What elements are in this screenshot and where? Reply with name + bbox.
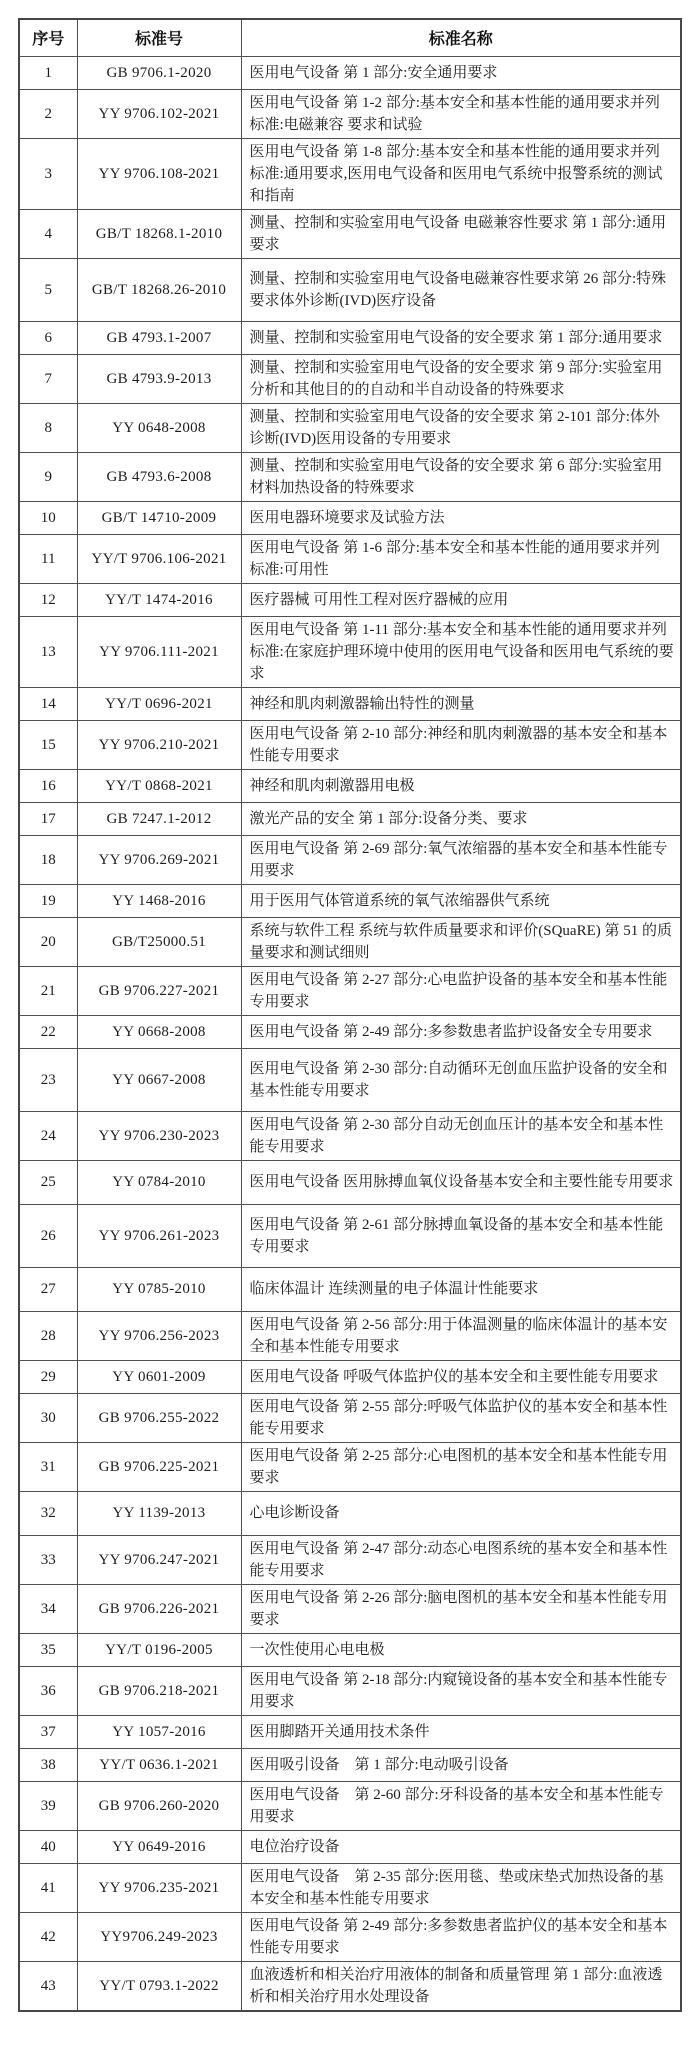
standard-code: YY 0785-2010: [77, 1267, 241, 1311]
row-index: 8: [19, 403, 77, 452]
standards-table-body: [19, 56, 681, 2011]
standard-code: GB 4793.6-2008: [77, 452, 241, 501]
standard-name: 医用电气设备 第 2-69 部分:氧气浓缩器的基本安全和基本性能专用要求: [241, 835, 681, 884]
row-index: 35: [19, 1633, 77, 1666]
standard-code: YY 9706.102-2021: [77, 89, 241, 138]
row-index: 41: [19, 1863, 77, 1912]
standard-code: YY9706.249-2023: [77, 1912, 241, 1961]
row-index: 18: [19, 835, 77, 884]
row-index: 34: [19, 1584, 77, 1633]
standard-name: 医用电气设备 第 2-18 部分:内窥镜设备的基本安全和基本性能专用要求: [241, 1666, 681, 1715]
standard-name: 医用吸引设备 第 1 部分:电动吸引设备: [241, 1748, 681, 1781]
row-index: 11: [19, 534, 77, 583]
row-index: 15: [19, 720, 77, 769]
row-index: 32: [19, 1491, 77, 1535]
standard-code: GB/T25000.51: [77, 917, 241, 966]
table-row: [19, 884, 681, 917]
standard-code: YY 0668-2008: [77, 1015, 241, 1048]
standard-code: YY 0648-2008: [77, 403, 241, 452]
table-row: [19, 534, 681, 583]
table-row: [19, 1863, 681, 1912]
table-row: [19, 583, 681, 616]
standard-name: 医用电气设备 医用脉搏血氧仪设备基本安全和主要性能专用要求: [241, 1160, 681, 1204]
standard-name: 测量、控制和实验室用电气设备的安全要求 第 9 部分:实验室用分析和其他目的的自动和半自动设备的特殊要求: [241, 354, 681, 403]
standard-code: YY 9706.261-2023: [77, 1204, 241, 1267]
standard-code: YY 0649-2016: [77, 1830, 241, 1863]
table-row: [19, 258, 681, 321]
standard-code: GB 9706.255-2022: [77, 1393, 241, 1442]
standard-code: YY/T 0636.1-2021: [77, 1748, 241, 1781]
standard-name: 医用电器环境要求及试验方法: [241, 501, 681, 534]
row-index: 31: [19, 1442, 77, 1491]
row-index: 37: [19, 1715, 77, 1748]
standard-code: GB 9706.260-2020: [77, 1781, 241, 1830]
standard-name: 医用电气设备 第 2-25 部分:心电图机的基本安全和基本性能专用要求: [241, 1442, 681, 1491]
table-row: [19, 1781, 681, 1830]
table-row: [19, 917, 681, 966]
standard-code: YY 1139-2013: [77, 1491, 241, 1535]
standard-name: 医用电气设备 第 2-56 部分:用于体温测量的临床体温计的基本安全和基本性能专用要求: [241, 1311, 681, 1360]
row-index: 30: [19, 1393, 77, 1442]
table-row: [19, 687, 681, 720]
table-row: [19, 1715, 681, 1748]
row-index: 27: [19, 1267, 77, 1311]
header-standard-code: 标准号: [77, 19, 241, 56]
table-row: [19, 1048, 681, 1111]
standard-name: 激光产品的安全 第 1 部分:设备分类、要求: [241, 802, 681, 835]
table-row: [19, 1491, 681, 1535]
row-index: 33: [19, 1535, 77, 1584]
standard-name: 神经和肌肉刺激器用电极: [241, 769, 681, 802]
standard-code: GB 9706.1-2020: [77, 56, 241, 89]
standard-name: 测量、控制和实验室用电气设备的安全要求 第 6 部分:实验室用材料加热设备的特殊要求: [241, 452, 681, 501]
table-row: [19, 1015, 681, 1048]
standard-code: YY 0601-2009: [77, 1360, 241, 1393]
table-row: [19, 1961, 681, 2011]
row-index: 23: [19, 1048, 77, 1111]
table-row: [19, 1393, 681, 1442]
standard-code: GB 4793.9-2013: [77, 354, 241, 403]
row-index: 24: [19, 1111, 77, 1160]
standard-code: YY/T 0196-2005: [77, 1633, 241, 1666]
standard-code: GB 9706.225-2021: [77, 1442, 241, 1491]
header-row: [19, 19, 681, 56]
row-index: 43: [19, 1961, 77, 2011]
standard-name: 医用电气设备 呼吸气体监护仪的基本安全和主要性能专用要求: [241, 1360, 681, 1393]
standard-code: GB 9706.227-2021: [77, 966, 241, 1015]
table-row: [19, 1535, 681, 1584]
standard-name: 医用电气设备 第 2-47 部分:动态心电图系统的基本安全和基本性能专用要求: [241, 1535, 681, 1584]
row-index: 16: [19, 769, 77, 802]
standard-code: YY 1057-2016: [77, 1715, 241, 1748]
standard-code: GB/T 14710-2009: [77, 501, 241, 534]
standard-name: 用于医用气体管道系统的氧气浓缩器供气系统: [241, 884, 681, 917]
standard-name: 血液透析和相关治疗用液体的制备和质量管理 第 1 部分:血液透析和相关治疗用水处理设备: [241, 1961, 681, 2011]
row-index: 25: [19, 1160, 77, 1204]
standard-name: 医用脚踏开关通用技术条件: [241, 1715, 681, 1748]
table-row: [19, 1111, 681, 1160]
standard-name: 医用电气设备 第 2-49 部分:多参数患者监护设备安全专用要求: [241, 1015, 681, 1048]
standard-code: YY 9706.247-2021: [77, 1535, 241, 1584]
table-row: [19, 966, 681, 1015]
standard-code: GB 9706.226-2021: [77, 1584, 241, 1633]
row-index: 14: [19, 687, 77, 720]
row-index: 12: [19, 583, 77, 616]
header-index: 序号: [19, 19, 77, 56]
standard-code: YY 1468-2016: [77, 884, 241, 917]
standard-code: YY/T 9706.106-2021: [77, 534, 241, 583]
table-row: [19, 1584, 681, 1633]
standard-name: 医用电气设备 第 2-55 部分:呼吸气体监护仪的基本安全和基本性能专用要求: [241, 1393, 681, 1442]
standard-name: 测量、控制和实验室用电气设备 电磁兼容性要求 第 1 部分:通用要求: [241, 209, 681, 258]
standard-name: 系统与软件工程 系统与软件质量要求和评价(SQuaRE) 第 51 的质量要求和测试细则: [241, 917, 681, 966]
standard-name: 医用电气设备 第 2-30 部分:自动循环无创血压监护设备的安全和基本性能专用要求: [241, 1048, 681, 1111]
table-row: [19, 1360, 681, 1393]
table-row: [19, 1442, 681, 1491]
standard-name: 测量、控制和实验室用电气设备电磁兼容性要求第 26 部分:特殊要求体外诊断(IVD)医疗设备: [241, 258, 681, 321]
table-row: [19, 835, 681, 884]
header-standard-name: 标准名称: [241, 19, 681, 56]
standard-code: YY/T 1474-2016: [77, 583, 241, 616]
row-index: 7: [19, 354, 77, 403]
table-row: [19, 209, 681, 258]
row-index: 20: [19, 917, 77, 966]
table-row: [19, 1748, 681, 1781]
table-row: [19, 1160, 681, 1204]
standard-code: YY 0667-2008: [77, 1048, 241, 1111]
standard-name: 医用电气设备 第 2-35 部分:医用毯、垫或床垫式加热设备的基本安全和基本性能专用要求: [241, 1863, 681, 1912]
row-index: 26: [19, 1204, 77, 1267]
standard-name: 医用电气设备 第 2-60 部分:牙科设备的基本安全和基本性能专用要求: [241, 1781, 681, 1830]
standard-code: YY/T 0793.1-2022: [77, 1961, 241, 2011]
row-index: 3: [19, 138, 77, 209]
table-row: [19, 1311, 681, 1360]
standard-name: 一次性使用心电电极: [241, 1633, 681, 1666]
row-index: 5: [19, 258, 77, 321]
standard-code: GB/T 18268.26-2010: [77, 258, 241, 321]
row-index: 28: [19, 1311, 77, 1360]
standard-code: YY/T 0868-2021: [77, 769, 241, 802]
standard-name: 神经和肌肉刺激器输出特性的测量: [241, 687, 681, 720]
standard-name: 医用电气设备 第 2-30 部分自动无创血压计的基本安全和基本性能专用要求: [241, 1111, 681, 1160]
row-index: 10: [19, 501, 77, 534]
standard-name: 心电诊断设备: [241, 1491, 681, 1535]
standard-code: YY 9706.108-2021: [77, 138, 241, 209]
table-row: [19, 1267, 681, 1311]
table-row: [19, 138, 681, 209]
standard-name: 测量、控制和实验室用电气设备的安全要求 第 1 部分:通用要求: [241, 321, 681, 354]
standard-name: 医用电气设备 第 1 部分:安全通用要求: [241, 56, 681, 89]
standard-name: 医用电气设备 第 1-8 部分:基本安全和基本性能的通用要求并列标准:通用要求,医用电气设备和医用电气系统中报警系统的测试和指南: [241, 138, 681, 209]
standards-table: [18, 18, 682, 2012]
table-row: [19, 403, 681, 452]
standard-name: 电位治疗设备: [241, 1830, 681, 1863]
standard-code: YY 9706.230-2023: [77, 1111, 241, 1160]
row-index: 2: [19, 89, 77, 138]
standard-name: 测量、控制和实验室用电气设备的安全要求 第 2-101 部分:体外诊断(IVD)医用设备的专用要求: [241, 403, 681, 452]
row-index: 21: [19, 966, 77, 1015]
row-index: 4: [19, 209, 77, 258]
table-row: [19, 1830, 681, 1863]
table-row: [19, 720, 681, 769]
table-row: [19, 616, 681, 687]
standard-name: 医用电气设备 第 2-61 部分脉搏血氧设备的基本安全和基本性能专用要求: [241, 1204, 681, 1267]
standard-code: YY 0784-2010: [77, 1160, 241, 1204]
row-index: 36: [19, 1666, 77, 1715]
row-index: 6: [19, 321, 77, 354]
table-row: [19, 89, 681, 138]
standard-name: 医用电气设备 第 2-26 部分:脑电图机的基本安全和基本性能专用要求: [241, 1584, 681, 1633]
table-row: [19, 802, 681, 835]
table-row: [19, 354, 681, 403]
row-index: 42: [19, 1912, 77, 1961]
standard-code: YY 9706.269-2021: [77, 835, 241, 884]
row-index: 39: [19, 1781, 77, 1830]
row-index: 19: [19, 884, 77, 917]
row-index: 17: [19, 802, 77, 835]
row-index: 9: [19, 452, 77, 501]
table-row: [19, 769, 681, 802]
standard-code: YY 9706.235-2021: [77, 1863, 241, 1912]
standard-code: GB 9706.218-2021: [77, 1666, 241, 1715]
standard-code: GB/T 18268.1-2010: [77, 209, 241, 258]
standard-code: YY 9706.111-2021: [77, 616, 241, 687]
standard-name: 医用电气设备 第 1-6 部分:基本安全和基本性能的通用要求并列标准:可用性: [241, 534, 681, 583]
standard-code: YY/T 0696-2021: [77, 687, 241, 720]
row-index: 13: [19, 616, 77, 687]
table-row: [19, 1666, 681, 1715]
table-row: [19, 1912, 681, 1961]
row-index: 40: [19, 1830, 77, 1863]
row-index: 38: [19, 1748, 77, 1781]
table-row: [19, 1633, 681, 1666]
standard-name: 医用电气设备 第 2-10 部分:神经和肌肉刺激器的基本安全和基本性能专用要求: [241, 720, 681, 769]
standard-code: GB 4793.1-2007: [77, 321, 241, 354]
standard-name: 医疗器械 可用性工程对医疗器械的应用: [241, 583, 681, 616]
table-row: [19, 321, 681, 354]
standard-code: YY 9706.256-2023: [77, 1311, 241, 1360]
standard-name: 临床体温计 连续测量的电子体温计性能要求: [241, 1267, 681, 1311]
standard-code: YY 9706.210-2021: [77, 720, 241, 769]
standards-table-header: [19, 19, 681, 56]
standard-name: 医用电气设备 第 2-49 部分:多参数患者监护仪的基本安全和基本性能专用要求: [241, 1912, 681, 1961]
standard-name: 医用电气设备 第 1-2 部分:基本安全和基本性能的通用要求并列标准:电磁兼容 要求和试验: [241, 89, 681, 138]
table-row: [19, 452, 681, 501]
row-index: 29: [19, 1360, 77, 1393]
standard-name: 医用电气设备 第 1-11 部分:基本安全和基本性能的通用要求并列标准:在家庭护理环境中使用的医用电气设备和医用电气系统的要求: [241, 616, 681, 687]
row-index: 22: [19, 1015, 77, 1048]
standard-code: GB 7247.1-2012: [77, 802, 241, 835]
row-index: 1: [19, 56, 77, 89]
table-row: [19, 56, 681, 89]
table-row: [19, 1204, 681, 1267]
table-row: [19, 501, 681, 534]
standard-name: 医用电气设备 第 2-27 部分:心电监护设备的基本安全和基本性能专用要求: [241, 966, 681, 1015]
